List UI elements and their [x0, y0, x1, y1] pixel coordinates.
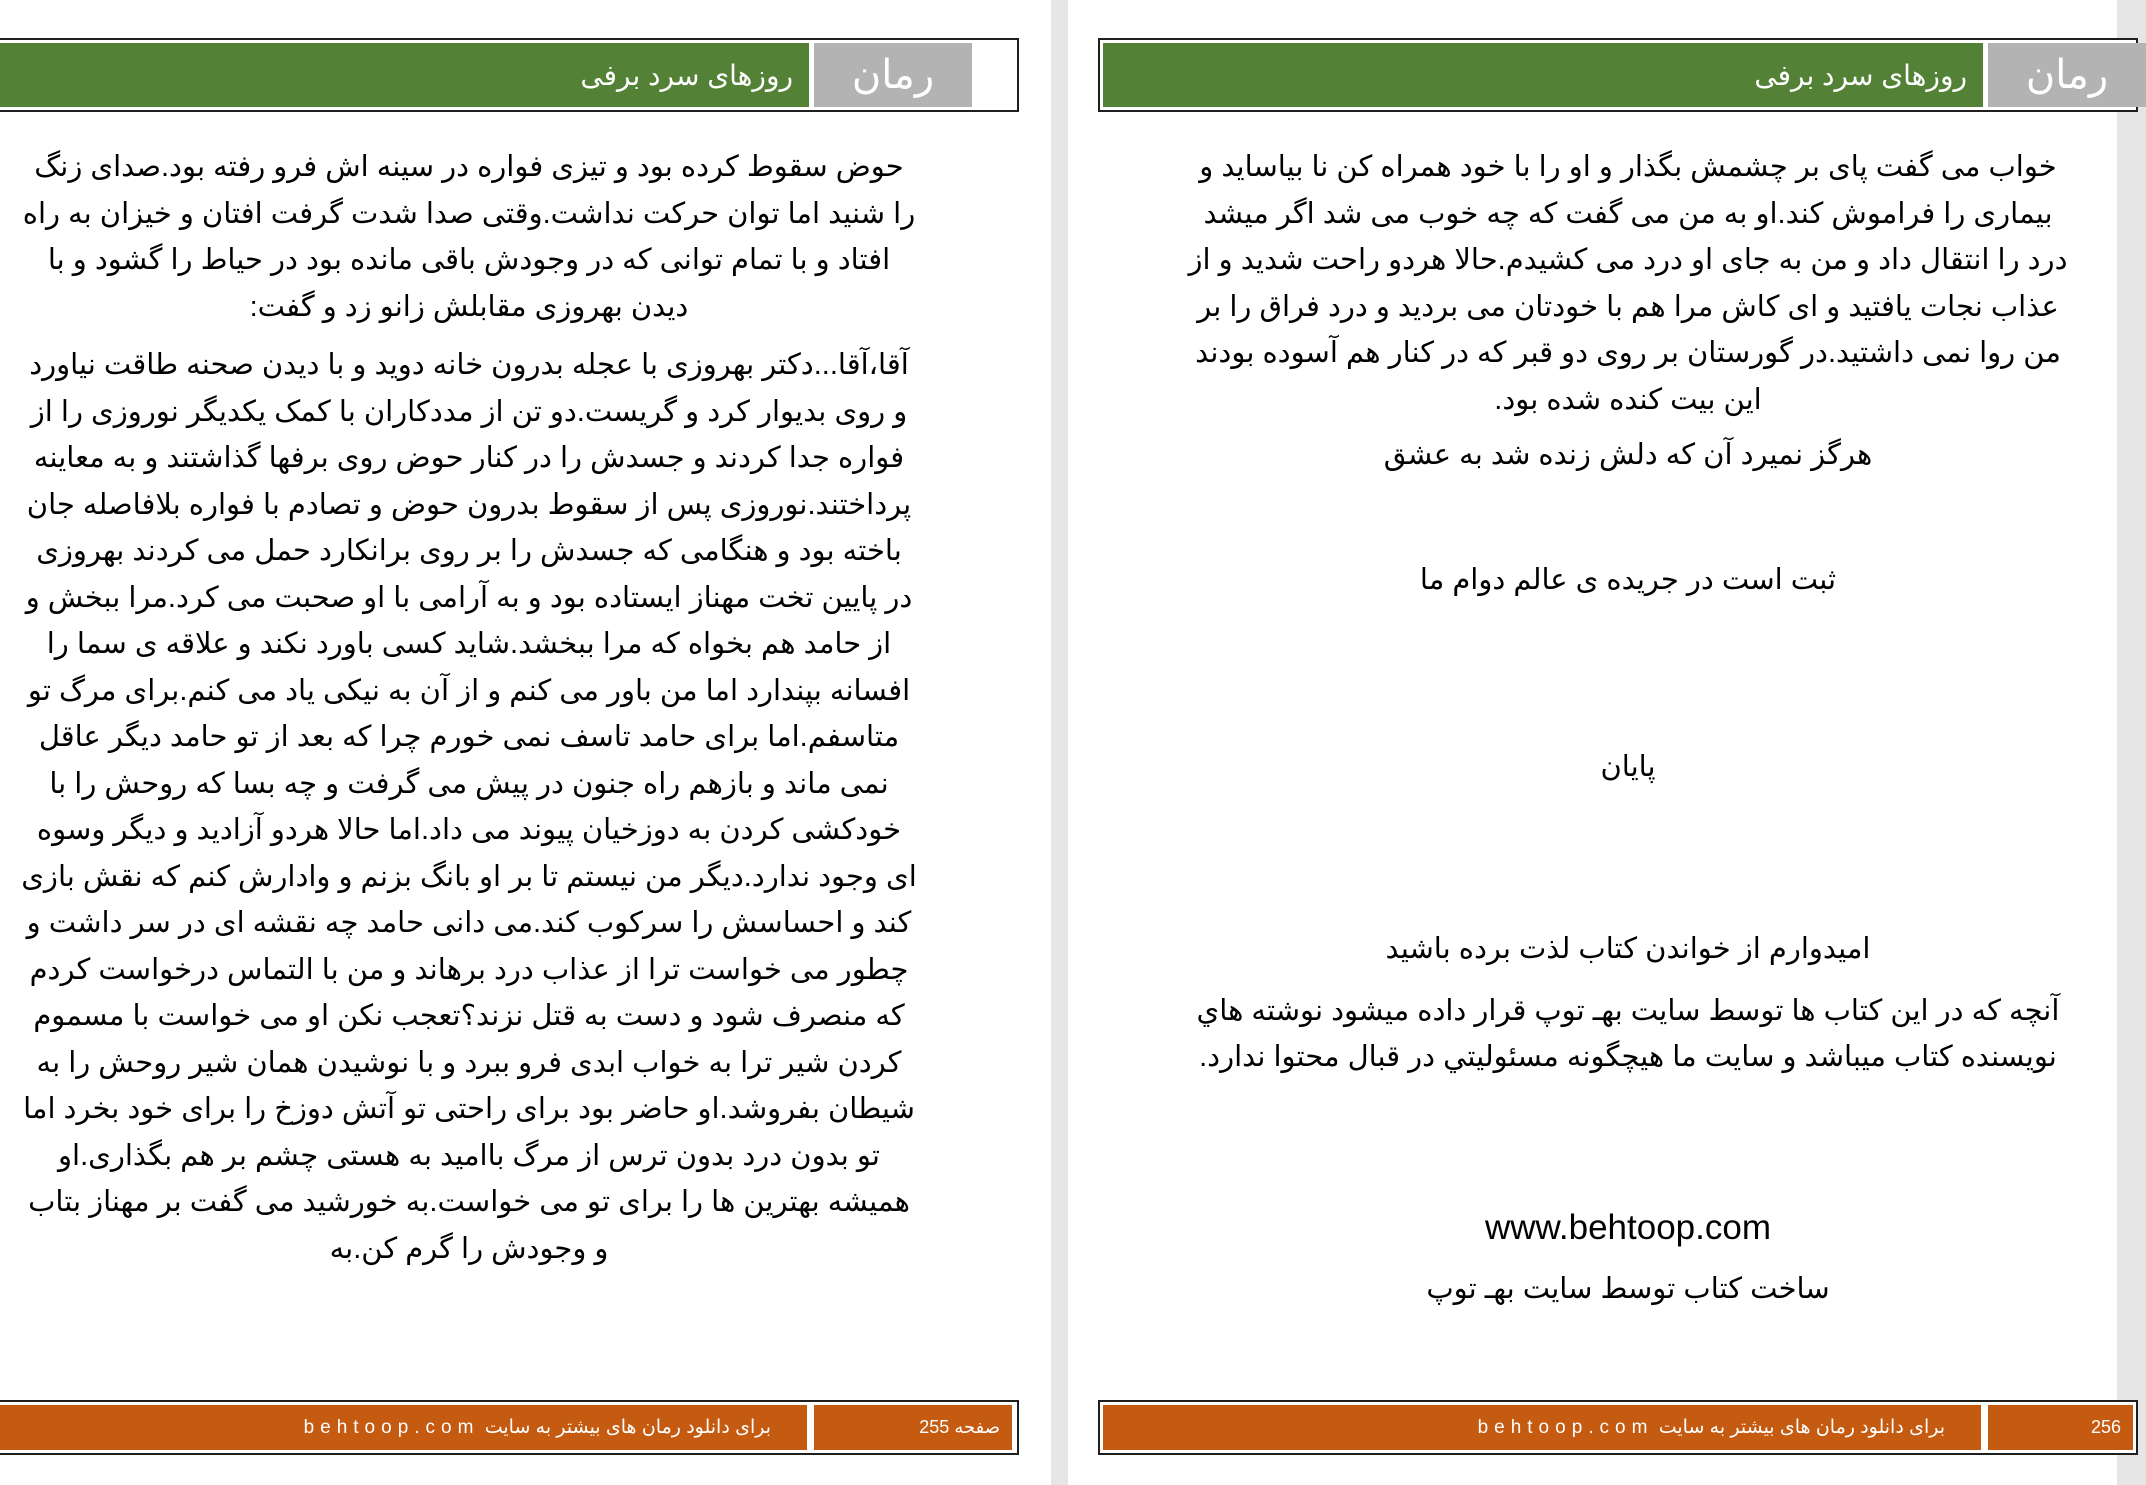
book-title: روزهای سرد برفی [0, 43, 809, 107]
page-number: صفحه 255 [814, 1405, 1012, 1450]
genre-tag: رمان [814, 43, 972, 107]
footer-promo-text: برای دانلود رمان های بیشتر به سایت behtoop.com [1103, 1405, 1981, 1450]
credit-line: ساخت کتاب توسط سایت بهـ توپ [1426, 1273, 1830, 1305]
page-255 [0, 0, 1051, 1485]
disclaimer-text: آنچه که در این کتاب ها توسط سایت بهـ توپ قرار داده میشود نوشته هاي نویسنده کتاب میباشد و سایت ما هیچگونه مسئولیتي در قبال محتوا ندارد. [1196, 995, 2060, 1073]
page-header [0, 38, 1019, 112]
genre-tag: رمان [1988, 43, 2146, 107]
page-body [20, 144, 918, 1284]
website-url: www.behtoop.com [1485, 1208, 1771, 1247]
page-footer [0, 1400, 1019, 1455]
footer-promo-text: برای دانلود رمان های بیشتر به سایت behtoop.com [0, 1405, 807, 1450]
book-title: روزهای سرد برفی [1103, 43, 1983, 107]
verse-line-1: هرگز نمیرد آن که دلش زنده شد به عشق [1383, 439, 1873, 471]
the-end-text: پایان [1600, 751, 1656, 783]
paragraph: خواب می گفت پای بر چشمش بگذار و او را با خود همراه کن نا بیاساید و بیماری را فراموش کند.او به من می گفت که چه خوب می شد اگر میشد درد را انتقال داد و من به جای او درد می کشیدم.حالا هردو راحت شدید و از عذاب نجات یافتید و ای کاش مرا هم با خودتان می بردید و درد فراق را بر من روا نمی داشتید.در گورستان بر روی دو قبر که در کنار هم آسوده بودند این بیت کنده شده بود. [1188, 151, 2068, 416]
paragraph: حوض سقوط کرده بود و تیزی فواره در سینه اش فرو رفته بود.صدای زنگ را شنید اما توان حرکت نداشت.وقتی صدا شدت گرفت افتان و خیزان به راه افتاد و با تمام توانی که در وجودش باقی مانده بود در حیاط را گشود و با دیدن بهروزی مقابلش زانو زد و گفت: [22, 151, 916, 323]
verse-line-2: ثبت است در جریده ی عالم دوام ما [1419, 564, 1837, 596]
page-number: 256 [1988, 1405, 2133, 1450]
page-header [1098, 38, 2138, 112]
page-footer [1098, 1400, 2138, 1455]
closing-wish: امیدوارم از خواندن کتاب لذت برده باشید [1385, 933, 1871, 965]
paragraph: آقا،آقا...دکتر بهروزی با عجله بدرون خانه دوید و با دیدن صحنه طاقت نیاورد و روی بدیوار کرد و گریست.دو تن از مددکاران با کمک یکدیگر نوروزی را از فواره جدا کردند و جسدش را در کنار حوض روی برفها گذاشتند و به معاینه پرداختند.نوروزی پس از سقوط بدرون حوض و تصادم با فواره بلافاصله جان باخته بود و هنگامی که جسدش را بر روی برانکارد حمل می کردند بهروزی در پایین تخت مهناز ایستاده بود و به آرامی با او صحبت می کرد.مرا ببخش و از حامد هم بخواه که مرا ببخشد.شاید کسی باورد نکند و علاقه ی سما را افسانه بپندارد اما من باور می کنم و از آن به نیکی یاد می کنم.برای مرگ تو متاسفم.اما برای حامد تاسف نمی خورم چرا که بعد از تو حامد دیگر عاقل نمی ماند و بازهم راه جنون در پیش می گرفت و چه بسا که روحش را با خودکشی کردن به دوزخیان پیوند می داد.اما حالا هردو آزادید و دیگر وسوه ای وجود ندارد.دیگر من نیستم تا بر او بانگ بزنم و وادارش کنم که نقش بازی کند و احساسش را سرکوب کند.می دانی حامد چه نقشه ای در سر داشت و چطور می خواست ترا از عذاب درد برهاند و من با التماس درخواست کردم که منصرف شود و دست به قتل نزند؟تعجب نکن او می خواست با مسموم کردن شیر ترا به خواب ابدی فرو ببرد و با نوشیدن همان شیر روحش را به شیطان بفروشد.او حاضر بود برای راحتی تو آتش دوزخ را برای خود بخرد اما تو بدون درد بدون ترس از مرگ باامید به هستی چشم بر هم بگذاری.او همیشه بهترین ها را برای تو می خواست.به خورشید می گفت بر مهناز بتاب و وجودش را گرم کن.به [21, 349, 917, 1265]
page-256 [1068, 0, 2121, 1485]
page-body [1188, 144, 2068, 435]
